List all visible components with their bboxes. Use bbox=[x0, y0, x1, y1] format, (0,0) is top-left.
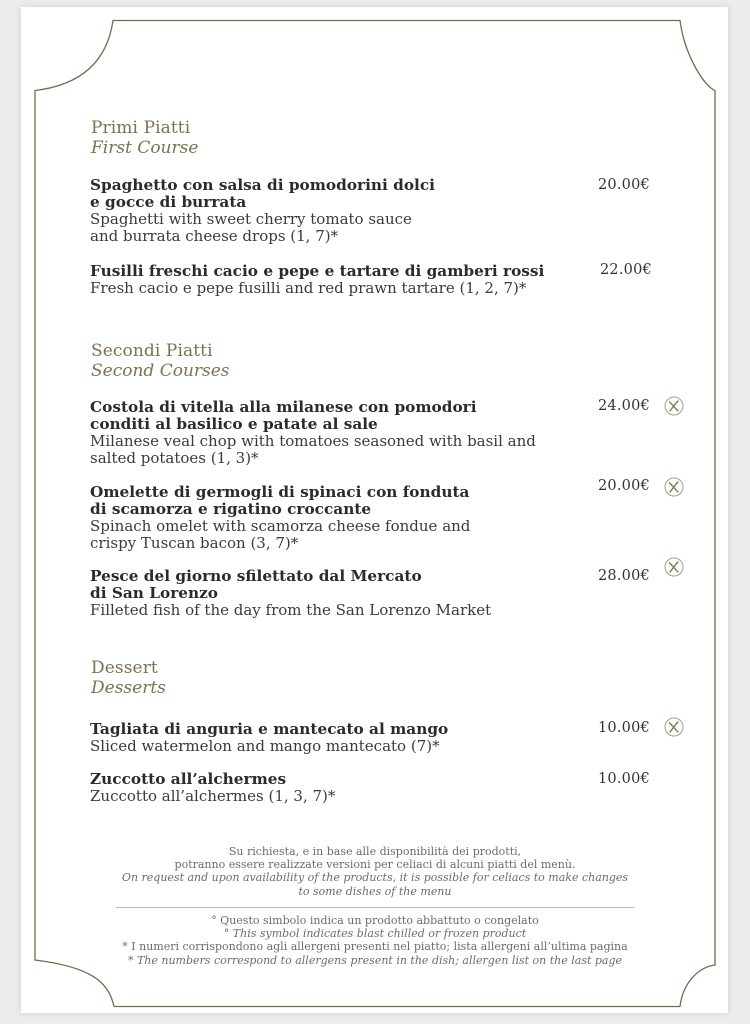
menu-item bbox=[90, 399, 560, 467]
item-name-it: Zuccotto all’alchermes bbox=[90, 770, 287, 788]
celiac-note-it: Su richiesta, e in base alle disponibilità dei prodotti, bbox=[228, 845, 522, 858]
celiac-note-en: On request and upon availability of the products, it is possible for celiacs to make changes bbox=[121, 871, 629, 885]
section-heading-primi bbox=[91, 118, 198, 158]
snowflake-circle-icon bbox=[664, 557, 684, 577]
item-name-it: Spaghetto con salsa di pomodorini dolci bbox=[90, 176, 435, 194]
celiac-note bbox=[110, 845, 640, 898]
item-desc-en: Spinach omelet with scamorza cheese fondue and bbox=[90, 517, 471, 535]
menu-item bbox=[90, 177, 560, 245]
allergen-note-it: * I numeri corrispondono agli allergeni presenti nel piatto; lista allergeni all’ultima pagina bbox=[122, 940, 628, 954]
section-title-it: Dessert bbox=[91, 658, 158, 678]
section-title-en: First Course bbox=[91, 138, 199, 158]
item-name-it: Costola di vitella alla milanese con pomodori bbox=[90, 398, 477, 416]
menu-item bbox=[90, 771, 560, 805]
snowflake-circle-icon bbox=[664, 477, 684, 497]
frozen-note-it: ° Questo simbolo indica un prodotto abbattuto o congelato bbox=[211, 914, 539, 927]
celiac-note-it: potranno essere realizzate versioni per celiaci di alcuni piatti del menù. bbox=[174, 858, 576, 872]
footer-divider bbox=[116, 907, 634, 908]
section-title-en: Second Courses bbox=[91, 361, 230, 381]
item-desc-en: Zuccotto all’alchermes (1, 3, 7)* bbox=[90, 787, 336, 805]
celiac-note-en: to some dishes of the menu bbox=[298, 884, 452, 898]
snowflake-circle-icon bbox=[664, 396, 684, 416]
frozen-note-en: ° This symbol indicates blast chilled or frozen product bbox=[223, 927, 527, 941]
item-price: 20.00€ bbox=[598, 177, 650, 193]
item-price: 22.00€ bbox=[600, 262, 652, 278]
item-price: 10.00€ bbox=[598, 771, 650, 787]
item-name-it: di San Lorenzo bbox=[90, 584, 218, 602]
item-name-it: Fusilli freschi cacio e pepe e tartare di gamberi rossi bbox=[90, 262, 545, 280]
item-desc-en: and burrata cheese drops (1, 7)* bbox=[90, 227, 339, 245]
item-desc-en: Milanese veal chop with tomatoes seasoned with basil and bbox=[90, 432, 536, 450]
item-name-it: di scamorza e rigatino croccante bbox=[90, 500, 372, 518]
menu-item bbox=[90, 721, 560, 755]
item-price: 24.00€ bbox=[598, 398, 650, 414]
section-heading-secondi bbox=[91, 341, 230, 381]
allergen-note-en: * The numbers correspond to allergens present in the dish; allergen list on the last page bbox=[127, 953, 623, 967]
section-title-it: Secondi Piatti bbox=[91, 341, 213, 361]
item-desc-en: Spaghetti with sweet cherry tomato sauce bbox=[90, 210, 412, 228]
item-desc-en: Fresh cacio e pepe fusilli and red prawn tartare (1, 2, 7)* bbox=[90, 279, 527, 297]
item-name-it: conditi al basilico e patate al sale bbox=[90, 415, 378, 433]
item-name-it: e gocce di burrata bbox=[90, 193, 247, 211]
section-heading-dessert bbox=[91, 658, 166, 698]
item-desc-en: Filleted fish of the day from the San Lorenzo Market bbox=[90, 601, 492, 619]
item-name-it: Omelette di germogli di spinaci con fonduta bbox=[90, 483, 470, 501]
item-name-it: Tagliata di anguria e mantecato al mango bbox=[90, 720, 449, 738]
section-title-en: Desserts bbox=[91, 678, 166, 698]
section-title-it: Primi Piatti bbox=[91, 118, 191, 138]
item-desc-en: Sliced watermelon and mango mantecato (7)* bbox=[90, 737, 440, 755]
item-price: 20.00€ bbox=[598, 478, 650, 494]
menu-item bbox=[90, 263, 560, 297]
item-desc-en: salted potatoes (1, 3)* bbox=[90, 449, 259, 467]
menu-item bbox=[90, 484, 560, 552]
snowflake-circle-icon bbox=[664, 717, 684, 737]
item-price: 10.00€ bbox=[598, 720, 650, 736]
item-price: 28.00€ bbox=[598, 568, 650, 584]
menu-item bbox=[90, 568, 560, 619]
legend-notes bbox=[110, 914, 640, 967]
item-desc-en: crispy Tuscan bacon (3, 7)* bbox=[90, 534, 299, 552]
item-name-it: Pesce del giorno sfilettato dal Mercato bbox=[90, 567, 422, 585]
